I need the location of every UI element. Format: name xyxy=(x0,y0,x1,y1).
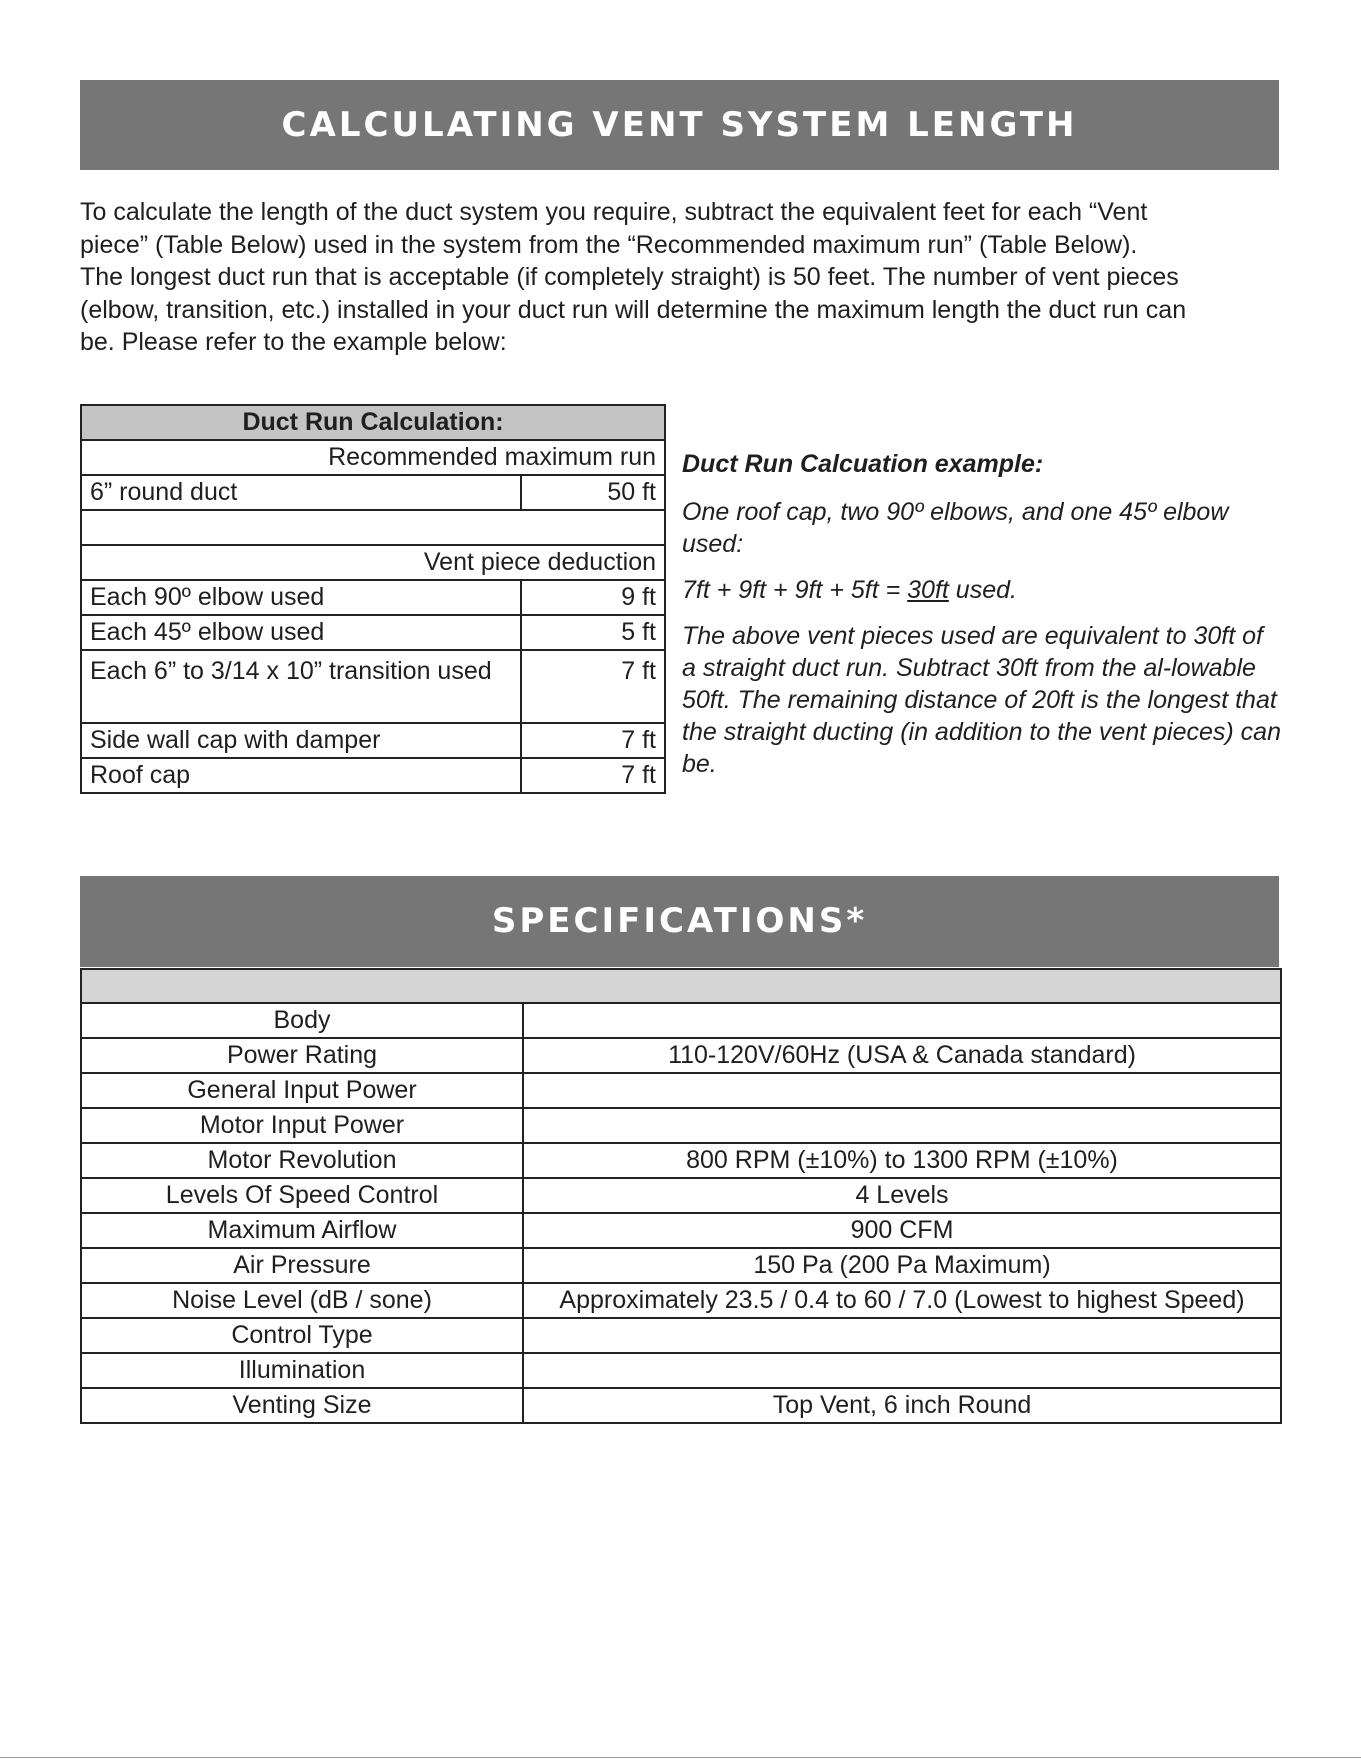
duct-table-title: Duct Run Calculation: xyxy=(81,405,665,440)
page-bottom-rule xyxy=(0,1757,1361,1758)
table-row xyxy=(81,475,665,510)
vent-piece-value: 9 ft xyxy=(521,580,665,615)
table-row xyxy=(81,440,665,475)
example-title: Duct Run Calcuation example: xyxy=(682,450,1044,478)
spec-value xyxy=(523,1108,1281,1143)
table-row xyxy=(81,1143,1281,1178)
vent-piece-value: 7 ft xyxy=(521,723,665,758)
vent-piece-value: 5 ft xyxy=(521,615,665,650)
table-row xyxy=(81,545,665,580)
spec-value xyxy=(523,1003,1281,1038)
intro-line: The longest duct run that is acceptable (if completely straight) is 50 feet. The number of vent pieces xyxy=(80,263,1179,291)
vent-length-banner: CALCULATING VENT SYSTEM LENGTH xyxy=(80,80,1279,170)
table-row xyxy=(81,1283,1281,1318)
spec-value: 800 RPM (±10%) to 1300 RPM (±10%) xyxy=(523,1143,1281,1178)
spec-label: Levels Of Speed Control xyxy=(81,1178,523,1213)
vent-piece-value: 7 ft xyxy=(521,758,665,793)
table-header-row xyxy=(81,969,1281,1003)
specifications-table xyxy=(80,968,1282,1424)
table-row xyxy=(81,1108,1281,1143)
example-equation xyxy=(682,574,1282,606)
table-row xyxy=(81,1003,1281,1038)
spec-value: 110-120V/60Hz (USA & Canada standard) xyxy=(523,1038,1281,1073)
table-row xyxy=(81,1353,1281,1388)
table-row xyxy=(81,1073,1281,1108)
spec-value: Top Vent, 6 inch Round xyxy=(523,1388,1281,1423)
spec-value xyxy=(523,1318,1281,1353)
spec-label: Body xyxy=(81,1003,523,1038)
spec-value: 900 CFM xyxy=(523,1213,1281,1248)
spec-label: Air Pressure xyxy=(81,1248,523,1283)
spec-label: Motor Revolution xyxy=(81,1143,523,1178)
round-duct-label: 6” round duct xyxy=(81,475,521,510)
empty-cell xyxy=(81,510,665,545)
example-scenario: One roof cap, two 90º elbows, and one 45º elbow used: xyxy=(682,498,1229,558)
table-row xyxy=(81,1178,1281,1213)
intro-paragraph xyxy=(80,196,1280,359)
table-row xyxy=(81,1318,1281,1353)
vent-piece-label: Each 90º elbow used xyxy=(81,580,521,615)
spec-value: 4 Levels xyxy=(523,1178,1281,1213)
table-row xyxy=(81,1213,1281,1248)
spec-label: Noise Level (dB / sone) xyxy=(81,1283,523,1318)
spec-label: Control Type xyxy=(81,1318,523,1353)
spec-value xyxy=(523,1353,1281,1388)
equation-prefix: 7ft + 9ft + 9ft + 5ft = xyxy=(682,576,908,604)
duct-run-table xyxy=(80,404,666,794)
spec-value xyxy=(523,1073,1281,1108)
spec-label: Power Rating xyxy=(81,1038,523,1073)
header-cell xyxy=(81,969,1281,1003)
equation-total: 30ft xyxy=(907,576,949,604)
table-row xyxy=(81,1388,1281,1423)
table-row xyxy=(81,1038,1281,1073)
spec-label: Maximum Airflow xyxy=(81,1213,523,1248)
vent-piece-label: Each 45º elbow used xyxy=(81,615,521,650)
table-row xyxy=(81,758,665,793)
duct-run-example xyxy=(682,448,1282,794)
vent-piece-label: Side wall cap with damper xyxy=(81,723,521,758)
specifications-banner: SPECIFICATIONS* xyxy=(80,876,1279,967)
spec-value: 150 Pa (200 Pa Maximum) xyxy=(523,1248,1281,1283)
vent-piece-label: Roof cap xyxy=(81,758,521,793)
intro-line: piece” (Table Below) used in the system from the “Recommended maximum run” (Table Below). xyxy=(80,230,1138,259)
example-explanation: The above vent pieces used are equivalent to 30ft of a straight duct run. Subtract 30ft from the al-lowable 50ft. The remaining distance of 20ft is the longest that the straight ducting (in addition to the vent pieces) can be. xyxy=(682,622,1281,778)
table-row xyxy=(81,405,665,440)
spec-label: General Input Power xyxy=(81,1073,523,1108)
table-row xyxy=(81,580,665,615)
table-row xyxy=(81,510,665,545)
round-duct-value: 50 ft xyxy=(521,475,665,510)
deduction-header: Vent piece deduction xyxy=(81,545,665,580)
vent-piece-label: Each 6” to 3/14 x 10” transition used xyxy=(81,650,521,723)
intro-line: (elbow, transition, etc.) installed in your duct run will determine the maximum length the duct run can xyxy=(80,295,1187,324)
spec-value: Approximately 23.5 / 0.4 to 60 / 7.0 (Lowest to highest Speed) xyxy=(523,1283,1281,1318)
max-run-header: Recommended maximum run xyxy=(81,440,665,475)
equation-suffix: used. xyxy=(948,576,1017,604)
table-row xyxy=(81,1248,1281,1283)
table-row xyxy=(81,723,665,758)
vent-piece-value: 7 ft xyxy=(521,650,665,723)
intro-line: be. Please refer to the example below: xyxy=(80,328,507,356)
table-row xyxy=(81,615,665,650)
spec-label: Illumination xyxy=(81,1353,523,1388)
spec-label: Motor Input Power xyxy=(81,1108,523,1143)
intro-line: To calculate the length of the duct system you require, subtract the equivalent feet for each “Vent xyxy=(80,198,1148,226)
spec-label: Venting Size xyxy=(81,1388,523,1423)
table-row xyxy=(81,650,665,723)
